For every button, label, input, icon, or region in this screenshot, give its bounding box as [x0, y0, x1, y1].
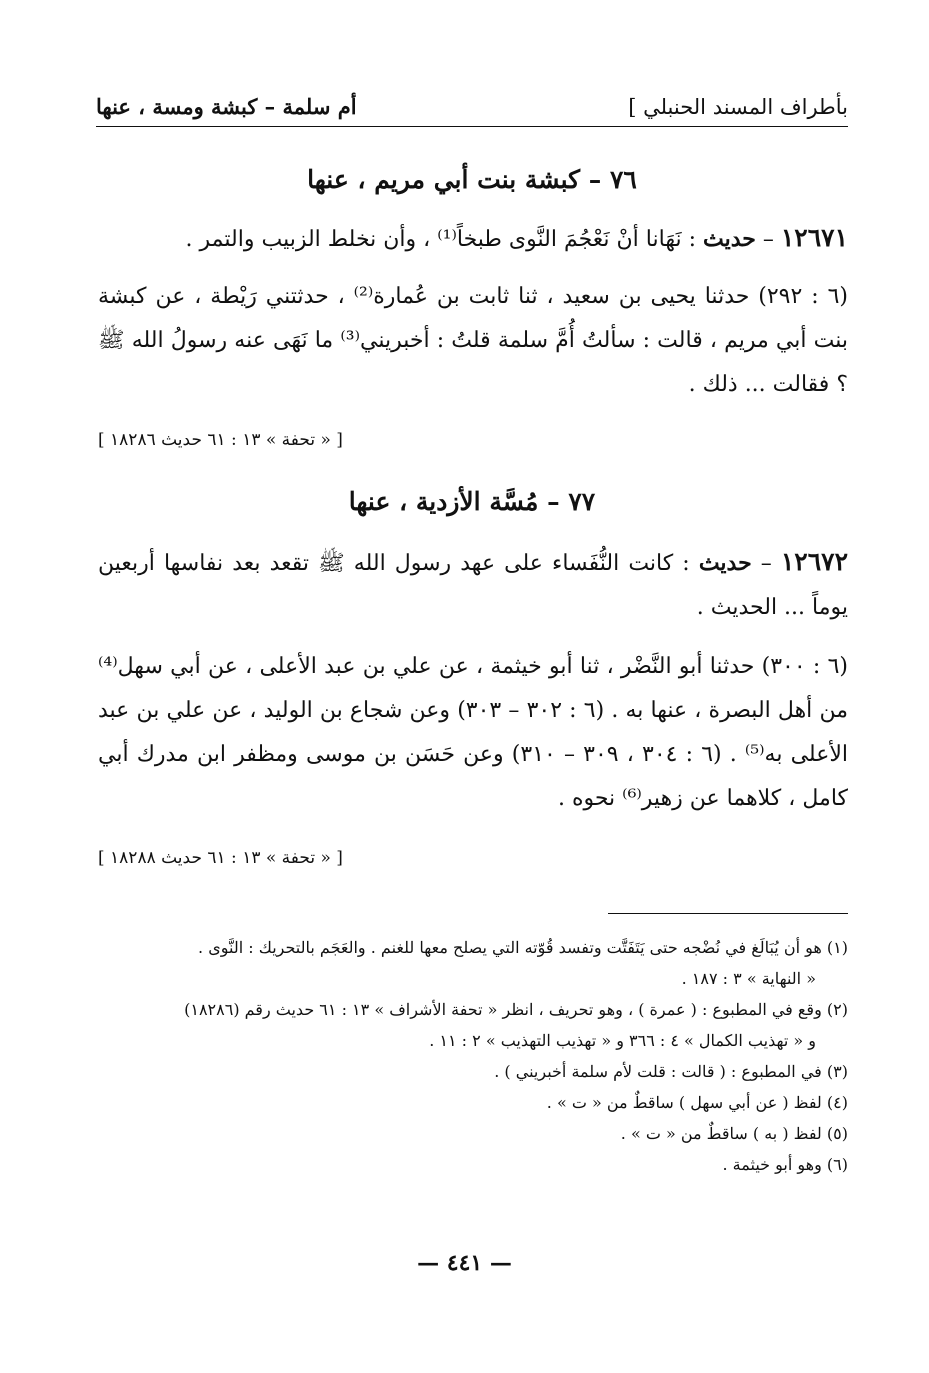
running-header — [96, 92, 848, 127]
header-book-title: بأطراف المسند الحنبلي ] — [628, 95, 848, 119]
tuhfa-reference: [ « تحفة » ١٣ : ٦١ حديث ١٨٢٨٦ ] — [98, 430, 343, 450]
hadith-separator: – — [755, 227, 781, 252]
footnote-number: (٦) — [826, 1155, 848, 1174]
footnote-continuation: و « تهذيب الكمال » ٤ : ٣٦٦ و « تهذيب التهذيب » ٢ : ١١ . — [429, 1031, 816, 1050]
footnote-text: وقع في المطبوع : ( عمرة ) ، وهو تحريف ، انظر « تحفة الأشراف » ١٣ : ٦١ حديث رقم (١٨٢٨٦) — [184, 1000, 822, 1019]
footnote-item — [98, 1056, 848, 1087]
footnote-text: في المطبوع : ( قالت : قلت لأم سلمة أخبريني ) . — [494, 1062, 822, 1081]
footnote-item — [98, 994, 848, 1056]
header-chapter-title: أم سلمة – كبشة ومسة ، عنها — [96, 94, 357, 119]
footnote-number: (٥) — [826, 1124, 848, 1143]
hadith-label: حديث — [702, 226, 756, 252]
footnote-text: لفظ ( به ) ساقطٌ من « ت » . — [620, 1124, 822, 1143]
isnad-text: (٦ : ٢٩٢) حدثنا يحيى بن سعيد ، ثنا ثابت بن عُمارة⁽²⁾ ، حدثتني رَيْطة ، عن كبشة بنت أبي مريم ، قالت : سألتُ أُمَّ سلمة قلتُ : أخبريني⁽³⁾ ما نَهَى عنه رسولُ الله ﷺ ؟ فقالت ... ذلك . — [98, 284, 848, 397]
hadith-body: : نَهَانا أنْ نَعْجُمَ النَّوى طبخاً⁽¹⁾ ، وأن نخلط الزبيب والتمر . — [185, 227, 703, 252]
footnote-item — [98, 1087, 848, 1118]
footnote-separator — [608, 913, 848, 914]
isnad-text: (٦ : ٣٠٠) حدثنا أبو النَّضْر ، ثنا أبو خيثمة ، عن علي بن عبد الأعلى ، عن أبي سهل⁽⁴⁾ من أهل البصرة ، عنها به . (٦ : ٣٠٢ – ٣٠٣) وعن شجاع بن الوليد ، عن علي بن عبد الأعلى به⁽⁵⁾ . (٦ : ٣٠٤ ، ٣٠٩ – ٣١٠) وعن حَسَن بن موسى ومظفر ابن مدرك أبي كامل ، كلاهما عن زهير⁽⁶⁾ نحوه . — [98, 654, 849, 811]
footnote-item — [98, 932, 848, 994]
hadith-number: ١٢٦٧١ — [780, 223, 848, 252]
hadith-label: حديث — [698, 550, 752, 576]
footnote-text: لفظ ( عن أبي سهل ) ساقطٌ من « ت » . — [546, 1093, 822, 1112]
footnotes-list — [98, 932, 848, 1180]
footnote-number: (٣) — [826, 1062, 848, 1081]
hadith-number: ١٢٦٧٢ — [780, 547, 848, 576]
page-number: — ٤٤١ — — [417, 1250, 512, 1276]
footnote-text: هو أن يُبَالَغ في نُضْجه حتى يَتَفَتَّت وتفسد قُوّته التي يصلح معها للغنم . والعَجَم بالتحريك : النَّوى . — [198, 938, 822, 957]
footnote-number: (٤) — [826, 1093, 848, 1112]
footnote-text: وهو أبو خيثمة . — [722, 1155, 822, 1174]
hadith-body: : كانت النُّفَساء على عهد رسول الله ﷺ تقعد بعد نفاسها أربعين يوماً ... الحديث . — [98, 551, 848, 620]
hadith-text — [98, 216, 848, 262]
section-title: ٧٧ – مُسَّة الأزدية ، عنها — [348, 487, 596, 516]
footnote-number: (١) — [826, 938, 848, 957]
footnote-number: (٢) — [826, 1000, 848, 1019]
footnote-item — [98, 1149, 848, 1180]
section-title: ٧٦ – كبشة بنت أبي مريم ، عنها — [307, 165, 637, 194]
hadith-separator: – — [751, 551, 781, 576]
footnote-item — [98, 1118, 848, 1149]
tuhfa-reference: [ « تحفة » ١٣ : ٦١ حديث ١٨٢٨٨ ] — [98, 848, 343, 868]
hadith-text — [98, 540, 848, 630]
footnote-continuation: « النهاية » ٣ : ١٨٧ . — [681, 969, 816, 988]
